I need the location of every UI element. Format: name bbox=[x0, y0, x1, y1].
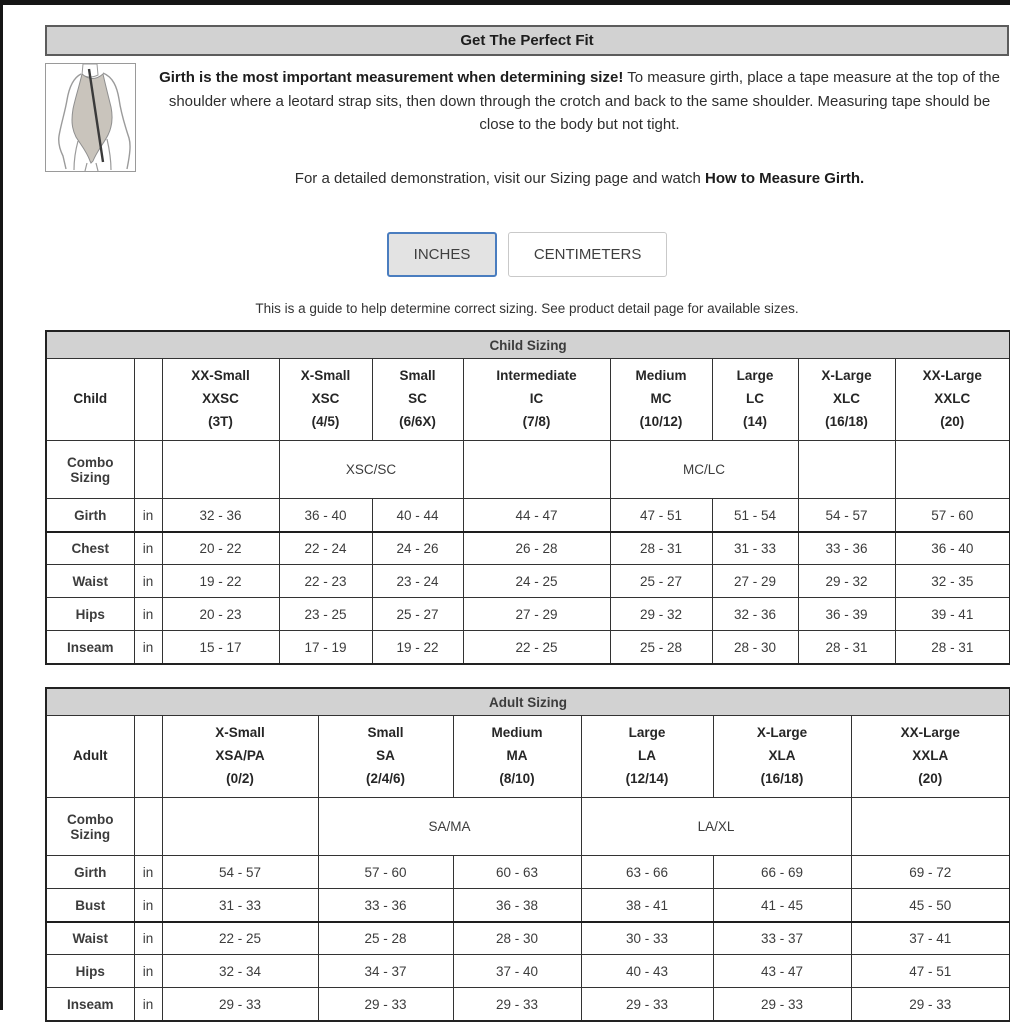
row-label: Inseam bbox=[46, 631, 134, 664]
value-cell: 28 - 30 bbox=[453, 922, 581, 955]
value-cell: 54 - 57 bbox=[798, 499, 895, 532]
value-cell: 69 - 72 bbox=[851, 856, 1010, 889]
adult-combo-sama: SA/MA bbox=[318, 798, 581, 856]
row-label: Girth bbox=[46, 856, 134, 889]
value-cell: 23 - 25 bbox=[279, 598, 372, 631]
row-label: Waist bbox=[46, 922, 134, 955]
value-cell: 22 - 25 bbox=[162, 922, 318, 955]
empty-cell bbox=[798, 441, 895, 499]
girth-instructions-rest: To measure girth, place a tape measure at the top of the shoulder where a leotard strap sits, then down through the crotch and back to the same shoulder. Measuring tape should be close to the body but not tight. bbox=[168, 69, 1000, 134]
unit-cell: in bbox=[134, 499, 162, 532]
col-range: (3T) bbox=[208, 414, 233, 430]
value-cell: 51 - 54 bbox=[712, 499, 798, 532]
value-cell: 28 - 30 bbox=[712, 631, 798, 664]
child-inseam-row bbox=[46, 631, 1010, 664]
value-cell: 28 - 31 bbox=[610, 532, 712, 565]
empty-cell bbox=[162, 798, 318, 856]
col-range: (16/18) bbox=[760, 771, 804, 787]
child-col-xxlarge bbox=[895, 359, 1010, 441]
adult-table-title: Adult Sizing bbox=[46, 688, 1010, 716]
value-cell: 29 - 33 bbox=[453, 988, 581, 1021]
page-title bbox=[45, 25, 1009, 56]
col-range: (16/18) bbox=[825, 414, 868, 430]
unit-cell: in bbox=[134, 565, 162, 598]
value-cell: 34 - 37 bbox=[318, 955, 453, 988]
empty-cell bbox=[851, 798, 1010, 856]
col-name: Large bbox=[628, 725, 666, 741]
col-name: Medium bbox=[491, 725, 543, 741]
value-cell: 25 - 28 bbox=[318, 922, 453, 955]
demo-line-bold: How to Measure Girth. bbox=[705, 170, 865, 188]
empty-cell bbox=[162, 441, 279, 499]
girth-intro-section bbox=[45, 63, 1009, 191]
leotard-girth-diagram bbox=[45, 63, 136, 172]
demo-line-prefix: For a detailed demonstration, visit our Sizing page and watch bbox=[294, 170, 706, 188]
unit-cell: in bbox=[134, 922, 162, 955]
combo-label: Combo Sizing bbox=[67, 811, 114, 842]
value-cell: 33 - 37 bbox=[713, 922, 851, 955]
adult-table-title-row bbox=[46, 688, 1010, 716]
value-cell: 40 - 43 bbox=[581, 955, 713, 988]
col-name: Medium bbox=[635, 368, 687, 384]
row-label: Chest bbox=[46, 532, 134, 565]
value-cell: 20 - 22 bbox=[162, 532, 279, 565]
value-cell: 17 - 19 bbox=[279, 631, 372, 664]
sizing-guide-page bbox=[45, 0, 1009, 1022]
value-cell: 54 - 57 bbox=[162, 856, 318, 889]
value-cell: 28 - 31 bbox=[895, 631, 1010, 664]
col-name: X-Large bbox=[756, 725, 808, 741]
child-combo-row bbox=[46, 441, 1010, 499]
value-cell: 40 - 44 bbox=[372, 499, 463, 532]
guide-note: This is a guide to help determine correct sizing. See product detail page for available sizes. bbox=[255, 300, 799, 316]
child-col-medium bbox=[610, 359, 712, 441]
col-name: Intermediate bbox=[496, 368, 577, 384]
value-cell: 36 - 40 bbox=[895, 532, 1010, 565]
unit-cell: in bbox=[134, 856, 162, 889]
value-cell: 37 - 40 bbox=[453, 955, 581, 988]
unit-toggle bbox=[45, 232, 1009, 277]
row-label: Hips bbox=[46, 598, 134, 631]
value-cell: 25 - 27 bbox=[610, 565, 712, 598]
child-header-row bbox=[46, 359, 1010, 441]
col-code: SA bbox=[376, 748, 395, 764]
col-code: XXLA bbox=[912, 748, 949, 764]
col-range: (20) bbox=[918, 771, 943, 787]
child-sizing-section bbox=[45, 330, 1009, 665]
leotard-figure-icon bbox=[46, 64, 135, 171]
row-label: Hips bbox=[46, 955, 134, 988]
value-cell: 32 - 34 bbox=[162, 955, 318, 988]
value-cell: 31 - 33 bbox=[162, 889, 318, 922]
value-cell: 47 - 51 bbox=[610, 499, 712, 532]
col-range: (8/10) bbox=[499, 771, 535, 787]
col-range: (2/4/6) bbox=[365, 771, 406, 787]
col-code: XLA bbox=[768, 748, 796, 764]
child-girth-row bbox=[46, 499, 1010, 532]
value-cell: 26 - 28 bbox=[463, 532, 610, 565]
empty-cell bbox=[463, 441, 610, 499]
col-name: Small bbox=[367, 725, 404, 741]
child-combo-xscsc: XSC/SC bbox=[279, 441, 463, 499]
value-cell: 25 - 27 bbox=[372, 598, 463, 631]
unit-cell: in bbox=[134, 532, 162, 565]
value-cell: 33 - 36 bbox=[318, 889, 453, 922]
value-cell: 57 - 60 bbox=[895, 499, 1010, 532]
adult-waist-row bbox=[46, 922, 1010, 955]
col-range: (14) bbox=[742, 414, 767, 430]
col-name: X-Large bbox=[821, 368, 872, 384]
adult-col-medium bbox=[453, 716, 581, 798]
child-waist-row bbox=[46, 565, 1010, 598]
col-code: MC bbox=[650, 391, 672, 407]
value-cell: 25 - 28 bbox=[610, 631, 712, 664]
value-cell: 32 - 35 bbox=[895, 565, 1010, 598]
col-range: (4/5) bbox=[311, 414, 340, 430]
col-range: (20) bbox=[940, 414, 965, 430]
child-chest-row bbox=[46, 532, 1010, 565]
value-cell: 43 - 47 bbox=[713, 955, 851, 988]
col-code: LC bbox=[746, 391, 764, 407]
value-cell: 24 - 26 bbox=[372, 532, 463, 565]
adult-sizing-table bbox=[45, 687, 1010, 1022]
adult-hips-row bbox=[46, 955, 1010, 988]
value-cell: 22 - 24 bbox=[279, 532, 372, 565]
col-code: MA bbox=[506, 748, 528, 764]
col-range: (10/12) bbox=[639, 414, 683, 430]
value-cell: 29 - 33 bbox=[851, 988, 1010, 1021]
value-cell: 66 - 69 bbox=[713, 856, 851, 889]
value-cell: 32 - 36 bbox=[712, 598, 798, 631]
col-code: IC bbox=[529, 391, 544, 407]
value-cell: 36 - 38 bbox=[453, 889, 581, 922]
girth-instructions-bold: Girth is the most important measurement when determining size! bbox=[159, 69, 624, 86]
girth-instructions bbox=[150, 63, 1009, 191]
value-cell: 39 - 41 bbox=[895, 598, 1010, 631]
col-name: X-Small bbox=[215, 725, 265, 741]
value-cell: 32 - 36 bbox=[162, 499, 279, 532]
child-table-title-row bbox=[46, 331, 1010, 359]
child-col-xsmall bbox=[279, 359, 372, 441]
row-label: Bust bbox=[46, 889, 134, 922]
inches-button[interactable]: INCHES bbox=[387, 232, 498, 277]
value-cell: 33 - 36 bbox=[798, 532, 895, 565]
centimeters-button[interactable]: CENTIMETERS bbox=[508, 232, 668, 277]
unit-cell: in bbox=[134, 631, 162, 664]
value-cell: 27 - 29 bbox=[463, 598, 610, 631]
value-cell: 36 - 40 bbox=[279, 499, 372, 532]
value-cell: 20 - 23 bbox=[162, 598, 279, 631]
unit-cell: in bbox=[134, 955, 162, 988]
child-col-xxsmall bbox=[162, 359, 279, 441]
value-cell: 29 - 33 bbox=[581, 988, 713, 1021]
col-name: XX-Small bbox=[191, 368, 250, 384]
adult-girth-row bbox=[46, 856, 1010, 889]
empty-cell bbox=[134, 798, 162, 856]
child-unit-header bbox=[134, 359, 162, 441]
value-cell: 29 - 32 bbox=[798, 565, 895, 598]
empty-cell bbox=[895, 441, 1010, 499]
adult-col-large bbox=[581, 716, 713, 798]
value-cell: 38 - 41 bbox=[581, 889, 713, 922]
value-cell: 23 - 24 bbox=[372, 565, 463, 598]
value-cell: 45 - 50 bbox=[851, 889, 1010, 922]
child-col-large bbox=[712, 359, 798, 441]
adult-col-xsmall bbox=[162, 716, 318, 798]
adult-row-header: Adult bbox=[46, 716, 134, 798]
value-cell: 29 - 33 bbox=[318, 988, 453, 1021]
adult-unit-header bbox=[134, 716, 162, 798]
child-col-small bbox=[372, 359, 463, 441]
value-cell: 22 - 25 bbox=[463, 631, 610, 664]
col-range: (12/14) bbox=[625, 771, 669, 787]
child-combo-header bbox=[46, 441, 134, 499]
value-cell: 22 - 23 bbox=[279, 565, 372, 598]
value-cell: 15 - 17 bbox=[162, 631, 279, 664]
value-cell: 24 - 25 bbox=[463, 565, 610, 598]
value-cell: 27 - 29 bbox=[712, 565, 798, 598]
value-cell: 29 - 33 bbox=[162, 988, 318, 1021]
child-row-header: Child bbox=[46, 359, 134, 441]
child-hips-row bbox=[46, 598, 1010, 631]
value-cell: 44 - 47 bbox=[463, 499, 610, 532]
col-range: (0/2) bbox=[226, 771, 254, 787]
col-name: XX-Large bbox=[922, 368, 982, 384]
empty-cell bbox=[134, 441, 162, 499]
col-range: (7/8) bbox=[522, 414, 551, 430]
col-name: Large bbox=[736, 368, 774, 384]
unit-cell: in bbox=[134, 598, 162, 631]
child-sizing-table bbox=[45, 330, 1010, 665]
value-cell: 57 - 60 bbox=[318, 856, 453, 889]
value-cell: 19 - 22 bbox=[372, 631, 463, 664]
adult-inseam-row bbox=[46, 988, 1010, 1021]
adult-col-small bbox=[318, 716, 453, 798]
demo-line bbox=[150, 167, 1009, 191]
child-combo-mclc: MC/LC bbox=[610, 441, 798, 499]
value-cell: 31 - 33 bbox=[712, 532, 798, 565]
col-code: XLC bbox=[833, 391, 860, 407]
value-cell: 41 - 45 bbox=[713, 889, 851, 922]
adult-bust-row bbox=[46, 889, 1010, 922]
adult-col-xlarge bbox=[713, 716, 851, 798]
adult-combo-row bbox=[46, 798, 1010, 856]
col-name: XX-Large bbox=[900, 725, 960, 741]
value-cell: 36 - 39 bbox=[798, 598, 895, 631]
col-code: XSC bbox=[311, 391, 340, 407]
adult-header-row bbox=[46, 716, 1010, 798]
unit-cell: in bbox=[134, 988, 162, 1021]
value-cell: 19 - 22 bbox=[162, 565, 279, 598]
col-code: XXLC bbox=[934, 391, 971, 407]
row-label: Inseam bbox=[46, 988, 134, 1021]
value-cell: 28 - 31 bbox=[798, 631, 895, 664]
adult-col-xxlarge bbox=[851, 716, 1010, 798]
unit-cell: in bbox=[134, 889, 162, 922]
row-label: Waist bbox=[46, 565, 134, 598]
value-cell: 29 - 33 bbox=[713, 988, 851, 1021]
col-code: XSA/PA bbox=[215, 748, 265, 764]
value-cell: 30 - 33 bbox=[581, 922, 713, 955]
value-cell: 47 - 51 bbox=[851, 955, 1010, 988]
row-label: Girth bbox=[46, 499, 134, 532]
col-name: X-Small bbox=[300, 368, 351, 384]
screen-left-edge bbox=[0, 0, 3, 1010]
value-cell: 60 - 63 bbox=[453, 856, 581, 889]
adult-combo-laxl: LA/XL bbox=[581, 798, 851, 856]
page-title-text: Get The Perfect Fit bbox=[460, 32, 594, 49]
col-code: SC bbox=[408, 391, 427, 407]
combo-label: Combo Sizing bbox=[67, 454, 114, 485]
value-cell: 29 - 32 bbox=[610, 598, 712, 631]
child-col-xlarge bbox=[798, 359, 895, 441]
col-code: XXSC bbox=[202, 391, 239, 407]
adult-combo-header bbox=[46, 798, 134, 856]
adult-sizing-section bbox=[45, 687, 1009, 1022]
value-cell: 37 - 41 bbox=[851, 922, 1010, 955]
col-range: (6/6X) bbox=[399, 414, 436, 430]
col-name: Small bbox=[399, 368, 436, 384]
child-table-title: Child Sizing bbox=[46, 331, 1010, 359]
value-cell: 63 - 66 bbox=[581, 856, 713, 889]
col-code: LA bbox=[638, 748, 656, 764]
child-col-intermediate bbox=[463, 359, 610, 441]
